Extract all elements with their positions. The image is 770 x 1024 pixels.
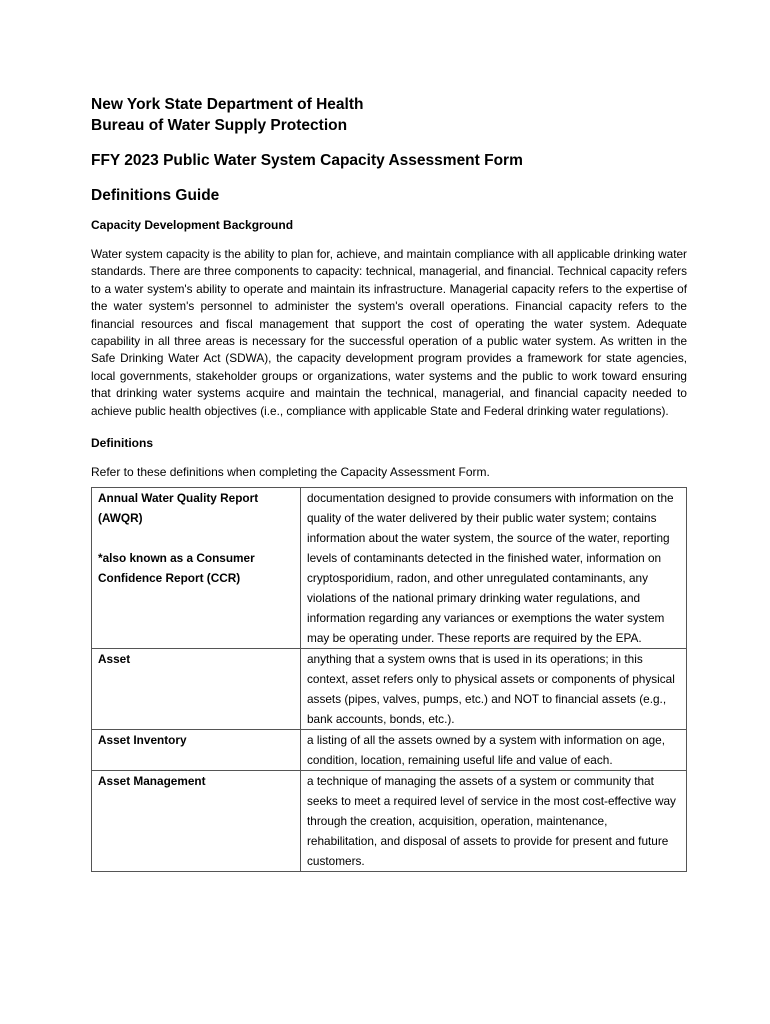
definitions-heading: Definitions	[91, 436, 153, 451]
background-paragraph: Water system capacity is the ability to plan for, achieve, and maintain compliance with all applicable drinking water standards. There are three components to capacity: technical, managerial, and financial. Technical capacity refers to a water system's ability to operate and maintain its infrastructure. Managerial capacity refers to the expertise of the water system's personnel to administer the system's overall operations. Financial capacity refers to the financial resources and fiscal management that support the cost of operating the water system. Adequate capability in all three areas is necessary for the successful operation of a public water system. As written in the Safe Drinking Water Act (SDWA), the capacity development program provides a framework for state agencies, local governments, stakeholder groups or organizations, water systems and the public to work toward ensuring that drinking water systems acquire and maintain the technical, managerial, and financial capacity needed to achieve public health objectives (i.e., compliance with applicable State and Federal drinking water regulations).	[91, 247, 687, 418]
term-label: Annual Water Quality Report (AWQR)	[98, 491, 259, 526]
definition-cell: anything that a system owns that is used in its operations; in this context, asset refers only to physical assets or components of physical assets (pipes, valves, pumps, etc.) and NOT to financial assets (e.g., bank accounts, bonds, etc.).	[301, 649, 687, 730]
term-note: *also known as a Consumer Confidence Report (CCR)	[98, 551, 255, 586]
table-row	[92, 649, 687, 730]
definition-cell: documentation designed to provide consumers with information on the quality of the water delivered by their public water system; contains information about the water system, the source of the water, reporting levels of contaminants detected in the finished water, information on cryptosporidium, radon, and other unregulated contaminants, any violations of the national primary drinking water regulations, and information regarding any variances or exemptions the water system may be operating under. These reports are required by the EPA.	[301, 488, 687, 649]
term-spacer	[98, 528, 294, 548]
bureau-name: Bureau of Water Supply Protection	[91, 117, 348, 134]
table-row	[92, 730, 687, 771]
term-cell: Asset	[92, 649, 301, 730]
term-cell: Asset Management	[92, 771, 301, 872]
document-page	[91, 94, 687, 872]
definition-cell: a technique of managing the assets of a system or community that seeks to meet a required level of service in the most cost-effective way through the creation, acquisition, operation, maintenance, rehabilitation, and disposal of assets to provide for present and future customers.	[301, 771, 687, 872]
definition-cell: a listing of all the assets owned by a system with information on age, condition, location, remaining useful life and value of each.	[301, 730, 687, 771]
term-cell	[92, 488, 301, 649]
table-row	[92, 771, 687, 872]
definitions-intro: Refer to these definitions when completing the Capacity Assessment Form.	[91, 465, 490, 480]
definitions-table	[91, 487, 687, 872]
form-title: FFY 2023 Public Water System Capacity Assessment Form	[91, 152, 523, 169]
table-row	[92, 488, 687, 649]
department-name: New York State Department of Health	[91, 96, 364, 113]
background-heading: Capacity Development Background	[91, 218, 294, 232]
guide-title: Definitions Guide	[91, 187, 220, 204]
term-cell: Asset Inventory	[92, 730, 301, 771]
